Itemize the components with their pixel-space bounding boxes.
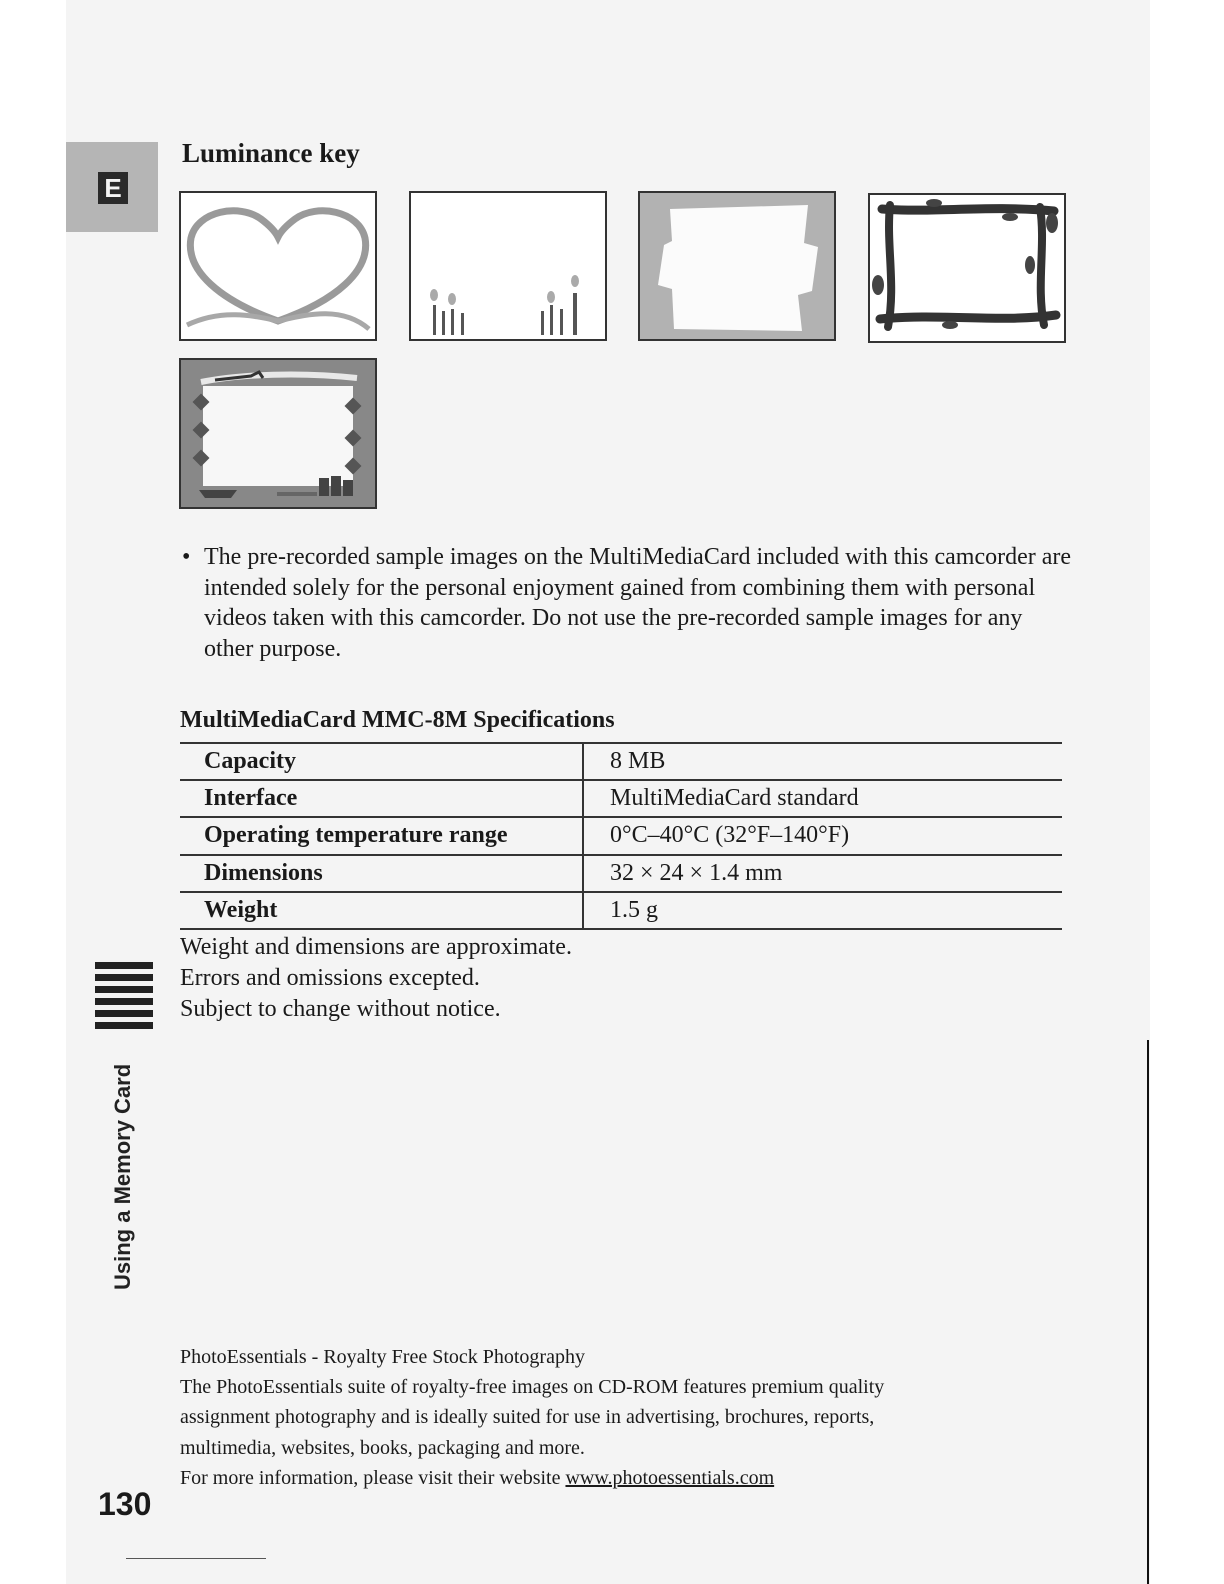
spec-value: 0°C–40°C (32°F–140°F) <box>583 817 1062 854</box>
panel-image <box>640 193 834 339</box>
spec-value: MultiMediaCard standard <box>583 780 1062 817</box>
page-number: 130 <box>98 1486 152 1522</box>
side-index-bars <box>95 962 153 1034</box>
spec-label: Weight <box>180 892 583 929</box>
right-edge-rule <box>1147 1040 1149 1584</box>
credits-line <box>180 1463 1060 1493</box>
candles-image <box>411 193 605 339</box>
website-link[interactable]: www.photoessentials.com <box>565 1466 775 1489</box>
table-row <box>180 855 1062 892</box>
credits-block <box>180 1342 1060 1493</box>
bottom-rule <box>126 1558 266 1559</box>
credits-line: assignment photography and is ideally suited for use in advertising, brochures, reports, <box>180 1406 875 1429</box>
note-line: Subject to change without notice. <box>180 996 501 1022</box>
side-section-label: Using a Memory Card <box>110 1063 135 1290</box>
section-title: Luminance key <box>182 138 360 168</box>
candles-thumbnail <box>409 191 607 341</box>
table-row <box>180 780 1062 817</box>
spec-label: Operating temperature range <box>180 817 583 854</box>
panel-thumbnail <box>638 191 836 341</box>
table-row <box>180 892 1062 929</box>
language-label: E <box>98 172 128 204</box>
bullet-text: The pre-recorded sample images on the MultiMediaCard included with this camcorder are intended solely for the personal enjoyment gained from combining them with personal videos taken with this camcorder. Do not use the pre-recorded sample images for any other purpose. <box>204 544 1072 662</box>
branch-frame-thumbnail <box>868 193 1066 343</box>
credits-line-prefix: For more information, please visit their website <box>180 1466 566 1489</box>
credits-line: The PhotoEssentials suite of royalty-free images on CD-ROM features premium quality <box>180 1376 885 1399</box>
spec-value: 8 MB <box>583 743 1062 780</box>
spec-label: Capacity <box>180 743 583 780</box>
spec-value: 1.5 g <box>583 892 1062 929</box>
spec-label: Interface <box>180 780 583 817</box>
spec-label: Dimensions <box>180 855 583 892</box>
heart-thumbnail <box>179 191 377 341</box>
table-row <box>180 743 1062 780</box>
travel-frame-image <box>181 360 375 507</box>
travel-frame-thumbnail <box>179 358 377 509</box>
table-row <box>180 817 1062 854</box>
bullet-note <box>182 542 1072 664</box>
spec-table <box>180 742 1062 930</box>
credits-line: multimedia, websites, books, packaging and more. <box>180 1436 585 1459</box>
branch-frame-image <box>870 195 1064 341</box>
note-line: Errors and omissions excepted. <box>180 965 480 991</box>
credits-heading: PhotoEssentials - Royalty Free Stock Photography <box>180 1346 585 1368</box>
bullet-marker: • <box>182 544 191 570</box>
spec-notes <box>180 932 572 1025</box>
spec-value: 32 × 24 × 1.4 mm <box>583 855 1062 892</box>
heart-image <box>181 193 375 339</box>
spec-title: MultiMediaCard MMC-8M Specifications <box>180 707 615 733</box>
note-line: Weight and dimensions are approximate. <box>180 934 572 960</box>
